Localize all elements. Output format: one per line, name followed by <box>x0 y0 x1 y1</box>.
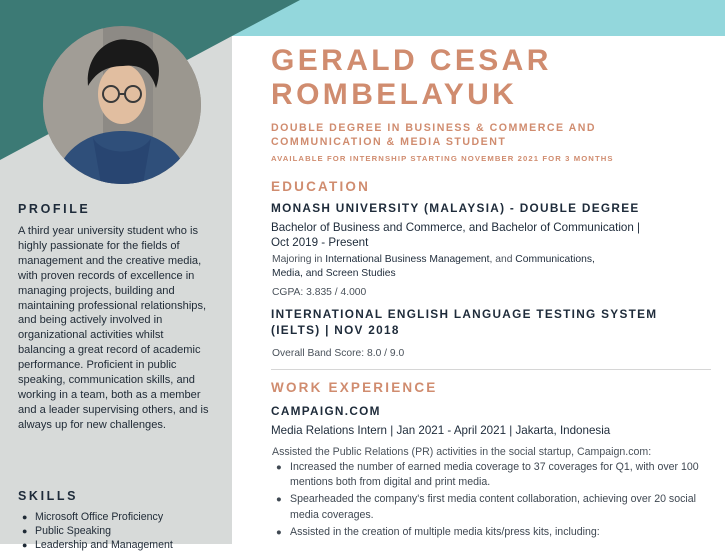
ielts-score: Overall Band Score: 8.0 / 9.0 <box>272 348 405 359</box>
profile-text: A third year university student who is highly passionate for the fields of management and the creative media, with proven records of excellence in managing projects, building and maintaining professional relationships, and being actively involved in organizational activities whilst balancing a great record of academic performance. Proficient in public speaking, communication skills, and working in a team, both as a member and a leader supervising others, and is always up for new challenges. <box>18 225 209 431</box>
bullet-icon: ● <box>22 512 28 522</box>
bullet-icon: ● <box>276 526 282 538</box>
work-intro: Assisted the Public Relations (PR) activities in the social startup, Campaign.com: <box>272 446 652 458</box>
monash-major: Majoring in International Business Management, and Communications, Media, and Screen Studies <box>272 254 595 280</box>
skills-list <box>18 510 218 553</box>
education-heading: EDUCATION <box>271 179 371 194</box>
monash-cgpa: CGPA: 3.835 / 4.000 <box>272 287 367 298</box>
work-bullets <box>272 460 712 542</box>
name-line-1: GERALD CESAR <box>271 44 552 77</box>
monash-org: MONASH UNIVERSITY (MALAYSIA) - DOUBLE DEGREE <box>271 201 640 215</box>
list-item: ● Spearheaded the company's first media content collaboration, achieving over 20 social media coverages. <box>276 493 697 521</box>
ielts-org: INTERNATIONAL ENGLISH LANGUAGE TESTING SYSTEM (IELTS) | NOV 2018 <box>271 307 658 337</box>
bullet-icon: ● <box>22 526 28 537</box>
candidate-name <box>271 44 552 112</box>
availability: AVAILABLE FOR INTERNSHIP STARTING NOVEMBER 2021 FOR 3 MONTHS <box>271 154 614 163</box>
sidebar <box>0 0 232 552</box>
name-line-2: ROMBELAYUK <box>271 78 518 111</box>
work-heading: WORK EXPERIENCE <box>271 380 438 395</box>
list-item: ● Increased the number of earned media coverage to 37 coverages for Q1, with over 100 mentions both from digital and print media. <box>276 461 699 489</box>
company-name: CAMPAIGN.COM <box>271 404 381 418</box>
profile-photo-icon <box>43 26 201 184</box>
list-item: ● Leadership and Management <box>22 539 173 552</box>
work-role: Media Relations Intern | Jan 2021 - April 2021 | Jakarta, Indonesia <box>271 424 611 437</box>
top-light-band <box>232 0 725 36</box>
bullet-icon: ● <box>276 462 282 473</box>
avatar <box>43 26 201 184</box>
bullet-icon: ● <box>276 494 282 506</box>
bullet-icon: ● <box>22 540 28 551</box>
skills-heading: SKILLS <box>18 489 79 503</box>
profile-heading: PROFILE <box>18 202 91 216</box>
section-divider <box>271 369 711 370</box>
monash-degree: Bachelor of Business and Commerce, and Bachelor of Communication | Oct 2019 - Present <box>271 221 641 249</box>
list-item: ● Public Speaking <box>22 525 111 538</box>
list-item: ● Microsoft Office Proficiency <box>22 511 164 523</box>
list-item: ● Assisted in the creation of multiple media kits/press kits, including: <box>272 525 712 540</box>
subtitle: DOUBLE DEGREE IN BUSINESS & COMMERCE AND COMMUNICATION & MEDIA STUDENT <box>271 122 597 148</box>
